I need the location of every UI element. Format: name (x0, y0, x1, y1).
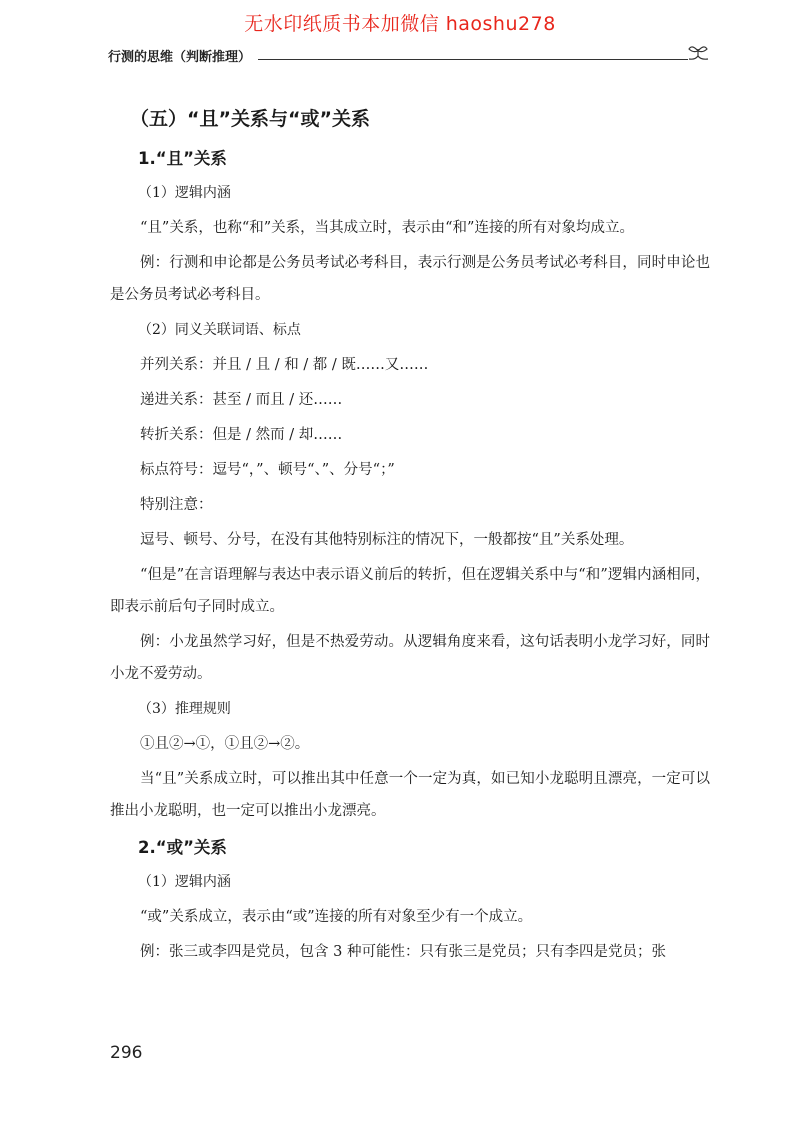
parallel-relation: 并列关系：并且 / 且 / 和 / 都 / 既……又…… (140, 357, 429, 373)
header-rule (258, 59, 688, 60)
watermark-text: 无水印纸质书本加微信 haoshu278 (244, 13, 556, 35)
and-logic-text: “且”关系，也称“和”关系，当其成立时，表示由“和”连接的所有对象均成立。 (140, 220, 634, 236)
page-content (110, 104, 710, 977)
adversative-relation: 转折关系：但是 / 然而 / 却…… (140, 427, 343, 443)
or-logic-text: “或”关系成立，表示由“或”连接的所有对象至少有一个成立。 (140, 909, 533, 925)
punctuation-marks: 标点符号：逗号“，”、顿号“、”、分号“；” (140, 462, 395, 478)
special-note-label: 特别注意： (140, 497, 213, 513)
section-title: （五）“且”关系与“或”关系 (130, 108, 370, 130)
or-logic-title: （1）逻辑内涵 (138, 874, 231, 890)
rule-text: 当“且”关系成立时，可以推出其中任意一个一定为真，如已知小龙聪明且漂亮，一定可以推出小龙聪明，也一定可以推出小龙漂亮。 (110, 771, 710, 819)
but-explanation: “但是”在言语理解与表达中表示语义前后的转折，但在逻辑关系中与“和”逻辑内涵相同，即表示前后句子同时成立。 (110, 567, 710, 615)
progressive-relation: 递进关系：甚至 / 而且 / 还…… (140, 392, 343, 408)
rule-title: （3）推理规则 (138, 701, 231, 717)
or-example-text: 例：张三或李四是党员，包含 3 种可能性：只有张三是党员；只有李四是党员；张 (140, 944, 666, 960)
sprout-icon (685, 43, 711, 65)
running-header (108, 49, 708, 73)
and-logic-title: （1）逻辑内涵 (138, 185, 231, 201)
and-example2-text: 例：小龙虽然学习好，但是不热爱劳动。从逻辑角度来看，这句话表明小龙学习好，同时小龙不爱劳动。 (110, 634, 710, 682)
synonym-title: （2）同义关联词语、标点 (138, 322, 301, 338)
and-example-text: 例：行测和申论都是公务员考试必考科目，表示行测是公务员考试必考科目，同时申论也是公务员考试必考科目。 (110, 255, 710, 303)
running-title: 行测的思维（判断推理） (108, 49, 257, 67)
rule-formula: ①且②→①，①且②→②。 (140, 736, 310, 752)
or-relation-title: 2.“或”关系 (138, 838, 227, 857)
page-number: 296 (110, 1043, 143, 1063)
and-relation-title: 1.“且”关系 (138, 149, 227, 168)
special-note-text: 逗号、顿号、分号，在没有其他特别标注的情况下，一般都按“且”关系处理。 (140, 532, 634, 548)
